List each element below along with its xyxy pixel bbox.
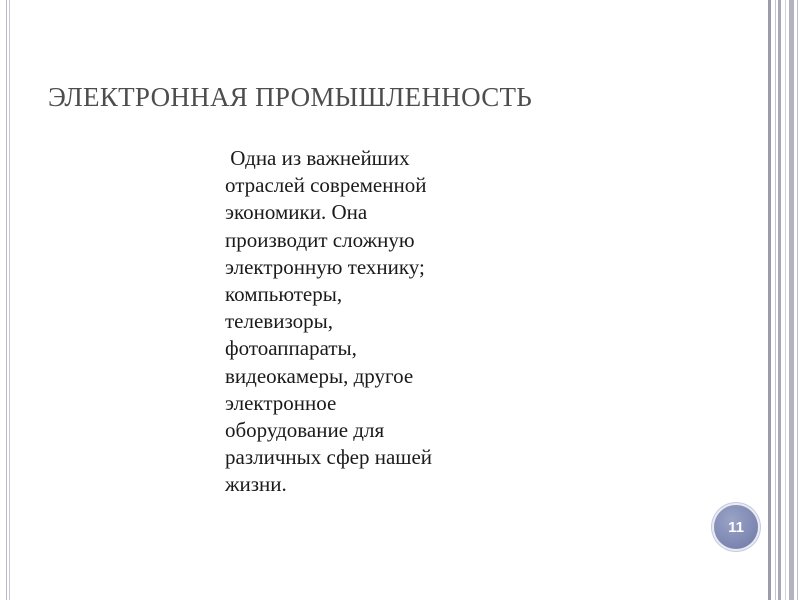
frame-stripe [797,0,798,600]
frame-stripe [768,0,771,600]
frame-stripe [789,0,794,600]
body-line: оборудование для [225,418,385,443]
body-line: компьютеры, [225,282,343,307]
body-line: различных сфер нашей [225,445,433,470]
page-number-badge [714,505,758,549]
frame-stripe [778,0,781,600]
left-border-line-inner [9,0,10,600]
left-border-line [6,0,7,600]
slide-body-text [225,145,505,499]
frame-stripe [775,0,776,600]
body-line: видеокамеры, другое [225,363,414,388]
body-line: производит сложную [225,227,415,252]
body-line: Одна из важнейших [225,146,410,170]
body-line: жизни. [225,472,287,497]
body-line: отраслей современной [225,173,427,198]
body-line: фотоаппараты, [225,336,357,361]
body-line: телевизоры, [225,309,333,334]
right-decorative-frame [766,0,800,600]
body-line: электронное [225,390,337,415]
page-number: 11 [728,518,744,536]
frame-stripe [785,0,786,600]
slide-title: ЭЛЕКТРОННАЯ ПРОМЫШЛЕННОСТЬ [48,82,533,112]
body-line: экономики. Она [225,200,368,225]
body-line: электронную технику; [225,254,425,279]
